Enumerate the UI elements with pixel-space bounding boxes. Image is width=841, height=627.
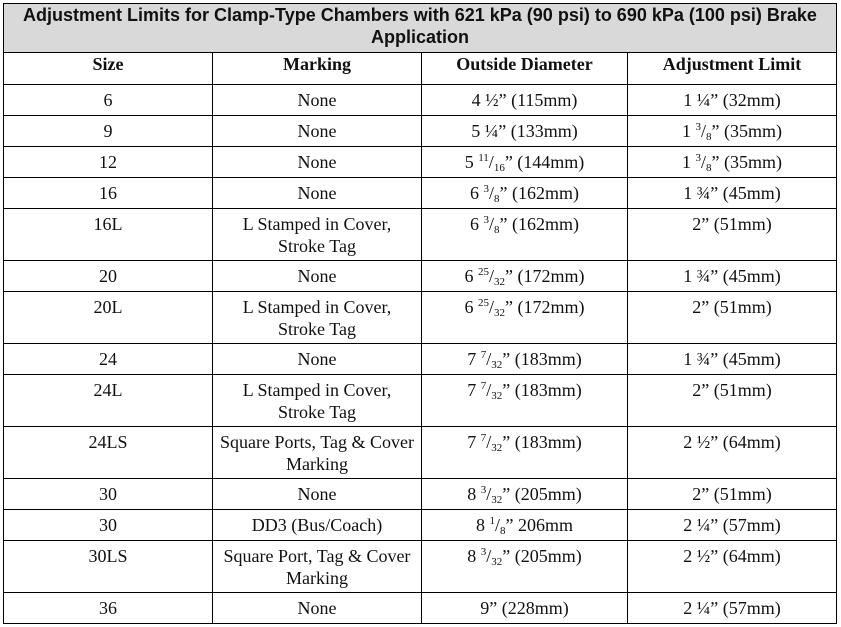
size-cell: 24L [4, 375, 213, 427]
value-rest: ” (32mm) [710, 90, 781, 110]
marking-cell: None [213, 344, 422, 375]
table-row [4, 593, 837, 624]
size-cell: 24 [4, 344, 213, 375]
fraction-numerator: 3 [483, 183, 489, 195]
marking-cell: None [213, 147, 422, 178]
value-rest: ” (35mm) [711, 121, 782, 141]
size-cell: 20L [4, 292, 213, 344]
size-cell: 12 [4, 147, 213, 178]
outside-diameter-cell [422, 261, 628, 292]
adjustment-limit-cell [628, 427, 837, 479]
value-rest: ” (51mm) [701, 297, 772, 317]
adjustment-limit-cell [628, 541, 837, 593]
table-row [4, 116, 837, 147]
table-row [4, 147, 837, 178]
fraction-numerator: 3 [480, 546, 487, 558]
fraction-denominator: 8 [706, 162, 712, 174]
whole: 2 ¼ [683, 515, 711, 535]
whole: 5 [464, 152, 479, 172]
outside-diameter-cell [422, 85, 628, 116]
outside-diameter-cell [422, 593, 628, 624]
table-row [4, 209, 837, 261]
whole: 6 [470, 214, 484, 234]
adjustment-limits-table [3, 3, 837, 624]
whole: 1 ¾ [683, 266, 711, 286]
whole: 8 [467, 484, 481, 504]
whole: 8 [467, 546, 481, 566]
adjustment-limit-cell [628, 593, 837, 624]
marking-cell: None [213, 479, 422, 510]
whole: 1 [682, 121, 696, 141]
outside-diameter-cell [422, 178, 628, 209]
size-cell: 36 [4, 593, 213, 624]
fraction-numerator: 3 [695, 121, 701, 133]
value-rest: ” (45mm) [710, 349, 781, 369]
table-row [4, 344, 837, 375]
outside-diameter-cell [422, 147, 628, 178]
adjustment-limit-cell [628, 85, 837, 116]
fraction-slash: / [486, 432, 492, 452]
marking-cell: None [213, 261, 422, 292]
adjustment-limit-cell [628, 147, 837, 178]
fraction-numerator: 3 [695, 152, 701, 164]
whole: 6 [464, 297, 478, 317]
outside-diameter-cell [422, 209, 628, 261]
whole: 2 ½ [683, 546, 711, 566]
whole: 1 ¼ [683, 90, 711, 110]
value-rest: ” (51mm) [701, 484, 772, 504]
marking-cell: None [213, 85, 422, 116]
fraction-numerator: 3 [483, 214, 489, 226]
value-rest: ” (133mm) [498, 121, 578, 141]
table-row [4, 510, 837, 541]
marking-cell: Square Port, Tag & Cover Marking [213, 541, 422, 593]
value-rest: ” (172mm) [505, 266, 585, 286]
fraction-denominator: 8 [494, 193, 500, 205]
value-rest: ” (205mm) [502, 546, 582, 566]
adjustment-limit-cell [628, 178, 837, 209]
fraction-slash: / [489, 214, 495, 234]
adjustment-limit-cell [628, 209, 837, 261]
value-rest: ” (57mm) [710, 598, 781, 618]
fraction-numerator: 11 [478, 152, 489, 164]
adjustment-limit-cell [628, 510, 837, 541]
fraction-denominator: 32 [491, 359, 503, 371]
value-rest: ” (205mm) [502, 484, 582, 504]
column-header-adjustment-limit: Adjustment Limit [628, 53, 837, 85]
size-cell: 20 [4, 261, 213, 292]
table-row [4, 541, 837, 593]
column-header-size: Size [4, 53, 213, 85]
value-rest: ” (35mm) [711, 152, 782, 172]
value-rest: ” (228mm) [489, 598, 569, 618]
whole: 6 [464, 266, 478, 286]
whole: 4 ½ [471, 90, 499, 110]
fraction-slash: / [489, 266, 495, 286]
whole: 2 [692, 484, 702, 504]
marking-cell: L Stamped in Cover, Stroke Tag [213, 375, 422, 427]
adjustment-limit-cell [628, 292, 837, 344]
outside-diameter-cell [422, 541, 628, 593]
whole: 7 [467, 380, 481, 400]
fraction-slash: / [486, 546, 492, 566]
table-title: Adjustment Limits for Clamp-Type Chambers with 621 kPa (90 psi) to 690 kPa (100 psi) Brake Application [4, 4, 837, 53]
value-rest: ” (64mm) [710, 546, 781, 566]
marking-cell: L Stamped in Cover, Stroke Tag [213, 292, 422, 344]
value-rest: ” (51mm) [701, 214, 772, 234]
fraction-denominator: 32 [491, 494, 503, 506]
value-rest: ” (162mm) [499, 183, 579, 203]
whole: 2 [692, 380, 702, 400]
outside-diameter-cell [422, 116, 628, 147]
whole: 8 [475, 515, 490, 535]
value-rest: ” (183mm) [502, 432, 582, 452]
value-rest: ” (45mm) [710, 183, 781, 203]
fraction-numerator: 25 [478, 297, 489, 309]
table-row [4, 178, 837, 209]
fraction-slash: / [486, 349, 492, 369]
whole: 1 ¾ [683, 183, 711, 203]
whole: 7 [467, 349, 481, 369]
fraction-numerator: 7 [480, 432, 487, 444]
size-cell: 30 [4, 510, 213, 541]
fraction-denominator: 8 [500, 525, 506, 537]
size-cell: 16L [4, 209, 213, 261]
whole: 7 [467, 432, 481, 452]
size-cell: 30LS [4, 541, 213, 593]
adjustment-limit-cell [628, 261, 837, 292]
value-rest: ” (64mm) [710, 432, 781, 452]
value-rest: ” (162mm) [499, 214, 579, 234]
fraction-denominator: 16 [493, 162, 505, 174]
adjustment-limit-cell [628, 375, 837, 427]
marking-cell: None [213, 178, 422, 209]
table-row [4, 261, 837, 292]
outside-diameter-cell [422, 479, 628, 510]
marking-cell: Square Ports, Tag & Cover Marking [213, 427, 422, 479]
whole: 2 ¼ [683, 598, 711, 618]
whole: 2 [692, 297, 702, 317]
outside-diameter-cell [422, 344, 628, 375]
size-cell: 24LS [4, 427, 213, 479]
marking-cell: None [213, 116, 422, 147]
size-cell: 16 [4, 178, 213, 209]
outside-diameter-cell [422, 375, 628, 427]
column-header-marking: Marking [213, 53, 422, 85]
table-row [4, 427, 837, 479]
outside-diameter-cell [422, 427, 628, 479]
size-cell: 9 [4, 116, 213, 147]
value-rest: ” (144mm) [504, 152, 585, 172]
fraction-numerator: 7 [480, 349, 487, 361]
table-row [4, 292, 837, 344]
whole: 9 [480, 598, 490, 618]
fraction-denominator: 32 [491, 390, 503, 402]
value-rest: ” (172mm) [505, 297, 585, 317]
table-row [4, 375, 837, 427]
whole: 6 [470, 183, 484, 203]
value-rest: ” (115mm) [498, 90, 578, 110]
table-body [4, 85, 837, 624]
fraction-denominator: 32 [491, 442, 503, 454]
whole: 1 ¾ [683, 349, 711, 369]
size-cell: 30 [4, 479, 213, 510]
whole: 2 [692, 214, 702, 234]
whole: 5 ¼ [471, 121, 499, 141]
adjustment-limit-cell [628, 116, 837, 147]
whole: 1 [682, 152, 696, 172]
marking-cell: None [213, 593, 422, 624]
fraction-numerator: 25 [478, 266, 489, 278]
fraction-slash: / [488, 152, 494, 172]
fraction-slash: / [486, 380, 492, 400]
fraction-denominator: 32 [494, 276, 506, 288]
column-header-outside-diameter: Outside Diameter [422, 53, 628, 85]
fraction-denominator: 8 [494, 224, 500, 236]
fraction-slash: / [701, 121, 707, 141]
table-row [4, 85, 837, 116]
whole: 2 ½ [683, 432, 711, 452]
value-rest: ” (183mm) [502, 380, 582, 400]
fraction-numerator: 3 [480, 484, 487, 496]
marking-cell: DD3 (Bus/Coach) [213, 510, 422, 541]
adjustment-limit-cell [628, 479, 837, 510]
fraction-slash: / [489, 297, 495, 317]
value-rest: ” 206mm [505, 515, 573, 535]
outside-diameter-cell [422, 292, 628, 344]
adjustment-limit-cell [628, 344, 837, 375]
fraction-slash: / [701, 152, 707, 172]
fraction-slash: / [486, 484, 492, 504]
value-rest: ” (183mm) [502, 349, 582, 369]
table-row [4, 479, 837, 510]
size-cell: 6 [4, 85, 213, 116]
value-rest: ” (45mm) [710, 266, 781, 286]
fraction-slash: / [489, 183, 495, 203]
outside-diameter-cell [422, 510, 628, 541]
fraction-denominator: 32 [491, 556, 503, 568]
marking-cell: L Stamped in Cover, Stroke Tag [213, 209, 422, 261]
value-rest: ” (51mm) [701, 380, 772, 400]
fraction-denominator: 32 [494, 307, 506, 319]
fraction-denominator: 8 [706, 131, 712, 143]
fraction-slash: / [494, 515, 500, 535]
value-rest: ” (57mm) [710, 515, 781, 535]
fraction-numerator: 1 [489, 515, 495, 527]
fraction-numerator: 7 [480, 380, 487, 392]
